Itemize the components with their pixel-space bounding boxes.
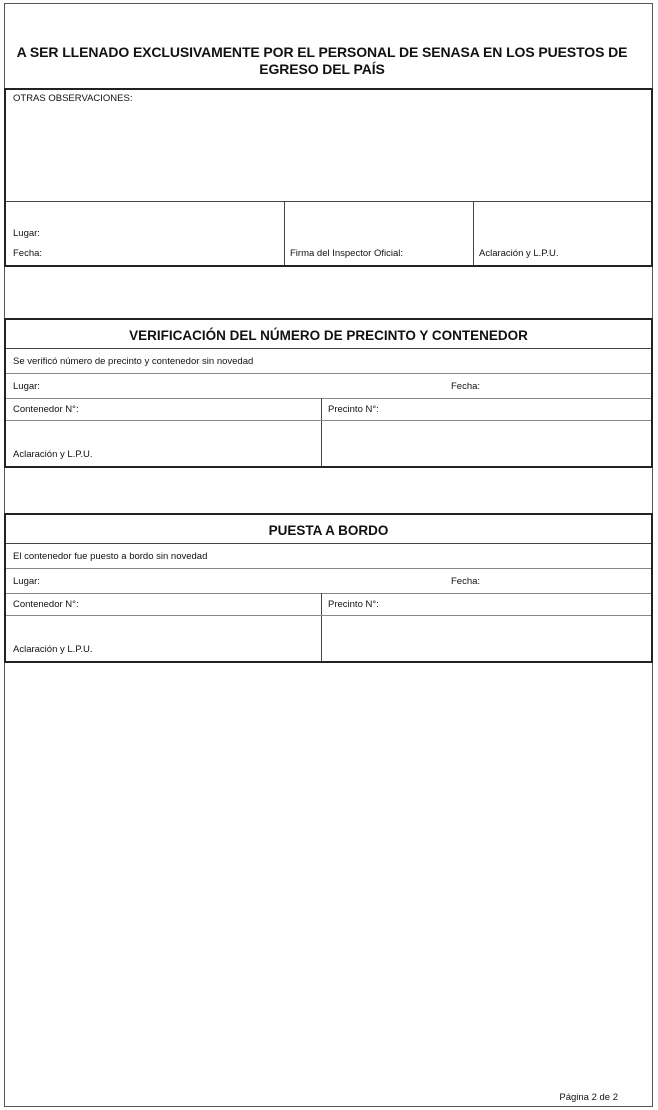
- verification-row-divider-2: [6, 398, 651, 399]
- boarding-fecha-label: Fecha:: [451, 576, 481, 587]
- observations-divider: [6, 201, 651, 202]
- observations-aclaracion-label: Aclaración y L.P.U.: [479, 248, 559, 259]
- boarding-contenedor-label: Contenedor N°:: [13, 599, 79, 610]
- observations-section: [4, 88, 653, 267]
- observations-fecha-label: Fecha:: [13, 248, 43, 259]
- verification-col-divider: [321, 398, 322, 466]
- boarding-row-divider-2: [6, 593, 651, 594]
- boarding-aclaracion-label: Aclaración y L.P.U.: [13, 644, 93, 655]
- verification-title-divider: [6, 348, 651, 349]
- header-title-line-2: EGRESO DEL PAÍS: [259, 61, 385, 77]
- verification-title: VERIFICACIÓN DEL NÚMERO DE PRECINTO Y CONTENEDOR: [129, 328, 528, 343]
- boarding-lugar-label: Lugar:: [13, 576, 40, 587]
- observations-col-divider-2: [473, 201, 474, 265]
- boarding-row-divider-1: [6, 568, 651, 569]
- boarding-statement: El contenedor fue puesto a bordo sin novedad: [13, 551, 208, 562]
- verification-contenedor-label: Contenedor N°:: [13, 404, 79, 415]
- verification-statement: Se verificó número de precinto y contenedor sin novedad: [13, 356, 254, 367]
- page-number: Página 2 de 2: [559, 1092, 618, 1103]
- observations-col-divider-1: [284, 201, 285, 265]
- verification-precinto-label: Precinto N°:: [328, 404, 379, 415]
- boarding-title-divider: [6, 543, 651, 544]
- boarding-title: PUESTA A BORDO: [268, 523, 389, 538]
- observations-label: OTRAS OBSERVACIONES:: [13, 93, 133, 104]
- verification-lugar-label: Lugar:: [13, 381, 40, 392]
- verification-row-divider-1: [6, 373, 651, 374]
- seal-container-verification-section: [4, 318, 653, 468]
- verification-fecha-label: Fecha:: [451, 381, 481, 392]
- boarding-section: [4, 513, 653, 663]
- form-header-title: [4, 44, 640, 78]
- verification-row-divider-3: [6, 420, 651, 421]
- inspector-signature-label: Firma del Inspector Oficial:: [290, 248, 403, 259]
- verification-aclaracion-label: Aclaración y L.P.U.: [13, 449, 93, 460]
- observations-lugar-label: Lugar:: [13, 228, 40, 239]
- boarding-col-divider: [321, 593, 322, 661]
- boarding-precinto-label: Precinto N°:: [328, 599, 379, 610]
- header-title-line-1: A SER LLENADO EXCLUSIVAMENTE POR EL PERSONAL DE SENASA EN LOS PUESTOS DE: [16, 44, 628, 60]
- boarding-row-divider-3: [6, 615, 651, 616]
